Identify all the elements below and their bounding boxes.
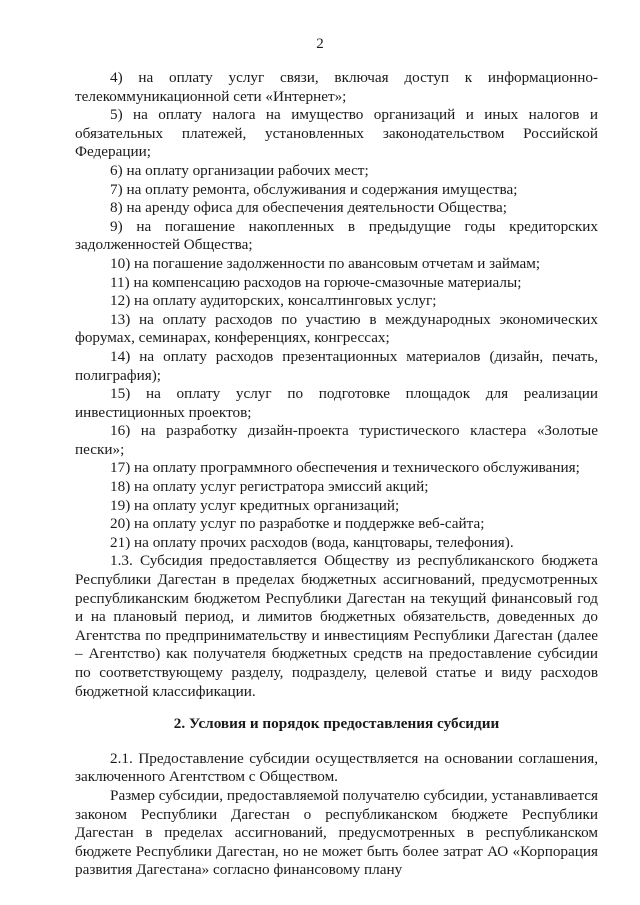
list-item: 10) на погашение задолженности по авансовым отчетам и займам; — [110, 254, 541, 272]
list-item: 7) на оплату ремонта, обслуживания и содержания имущества; — [110, 180, 518, 198]
list-item: 8) на аренду офиса для обеспечения деятельности Общества; — [110, 199, 507, 217]
list-item: 20) на оплату услуг по разработке и поддержке веб-сайта; — [110, 515, 485, 533]
list-item: 11) на компенсацию расходов на горюче-смазочные материалы; — [110, 273, 522, 291]
list-item: 4) на оплату услуг связи, включая доступ к информационно-телекоммуникационной сети «Интернет»; — [75, 69, 598, 105]
list-item: 12) на оплату аудиторских, консалтинговых услуг; — [110, 292, 437, 310]
paragraph-subsidy-amount: Размер субсидии, предоставляемой получателю субсидии, устанавливается законом Республики Дагестан о республиканском бюджете Республики Дагестан в пределах ассигнований, предусмотренных в республиканском бюджете Республики Дагестан, но не может быть более затрат АО «Корпорация развития Дагестана» согласно финансовому плану — [75, 786, 598, 879]
page-number: 2 — [316, 36, 324, 52]
list-item: 21) на оплату прочих расходов (вода, канцтовары, телефония). — [110, 533, 514, 551]
list-item: 13) на оплату расходов по участию в международных экономических форумах, семинарах, конференциях, конгрессах; — [75, 310, 598, 347]
paragraph-2-1: 2.1. Предоставление субсидии осуществляется на основании соглашения, заключенного Агентством с Обществом. — [75, 749, 598, 786]
paragraph-1-3: 1.3. Субсидия предоставляется Обществу из республиканского бюджета Республики Дагестан в пределах бюджетных ассигнований, предусмотренных республиканским бюджетом Республики Дагестан на текущий финансовый год и на плановый период, и лимитов бюджетных обязательств, доведенных до Агентства по предпринимательству и инвестициям Республики Дагестан (далее – Агентство) как получателя бюджетных средств на предоставление субсидии по соответствующему разделу, подразделу, целевой статье и виду расходов бюджетной классификации. — [75, 552, 598, 700]
expense-list — [75, 69, 598, 552]
list-item: 19) на оплату услуг кредитных организаций; — [110, 496, 400, 514]
list-item: 14) на оплату расходов презентационных материалов (дизайн, печать, полиграфия); — [75, 347, 598, 384]
list-item: 9) на погашение накопленных в предыдущие годы кредиторских задолженностей Общества; — [75, 217, 598, 254]
list-item: 17) на оплату программного обеспечения и технического обслуживания; — [110, 459, 580, 477]
list-item: 18) на оплату услуг регистратора эмиссий акций; — [110, 478, 429, 496]
list-item: 15) на оплату услуг по подготовке площадок для реализации инвестиционных проектов; — [75, 385, 598, 421]
section-heading: 2. Условия и порядок предоставления субсидии — [173, 715, 500, 733]
list-item: 6) на оплату организации рабочих мест; — [110, 161, 369, 179]
list-item: 5) на оплату налога на имущество организаций и иных налогов и обязательных платежей, установленных законодательством Российской Федерации; — [75, 106, 598, 161]
document-body — [75, 69, 598, 880]
list-item: 16) на разработку дизайн-проекта туристического кластера «Золотые пески»; — [75, 422, 598, 458]
